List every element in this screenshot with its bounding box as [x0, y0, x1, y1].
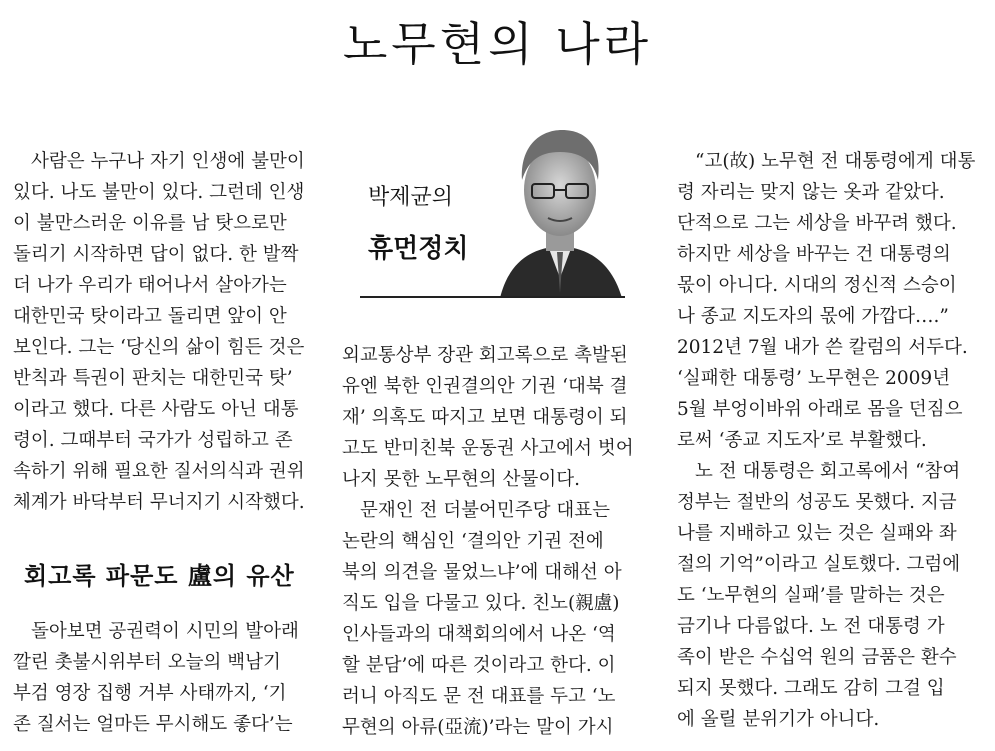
text-line: 북의 의견을 물었느냐’에 대해선 아 [342, 562, 622, 583]
column-name: 휴먼정치 [368, 234, 469, 264]
text-line: 5월 부엉이바위 아래로 몸을 던짐으 [677, 399, 963, 420]
text-line: 2012년 7월 내가 쓴 칼럼의 서두다. [677, 337, 968, 358]
text-line: 무현의 아류(亞流)’라는 말이 가시 [342, 717, 614, 738]
text-line: 령 자리는 맞지 않는 옷과 같았다. [677, 182, 945, 203]
text-line: 유엔 북한 인권결의안 기권 ‘대북 결 [342, 376, 628, 397]
left-column-continued [13, 616, 321, 740]
text-line: 족이 받은 수십억 원의 금품은 환수 [677, 647, 957, 668]
text-line: 에 올릴 분위기가 아니다. [677, 709, 880, 730]
text-line: 더 나가 우리가 태어나서 살아가는 [13, 275, 287, 296]
text-line: 논란의 핵심인 ‘결의안 기권 전에 [342, 531, 604, 552]
subhead: 회고록 파문도 盧의 유산 [24, 562, 295, 590]
text-line: 나를 지배하고 있는 것은 실패와 좌 [677, 523, 957, 544]
text-line: 돌리기 시작하면 답이 없다. 한 발짝 [13, 244, 299, 265]
text-line: 속하기 위해 필요한 질서의식과 권위 [13, 461, 305, 482]
text-line: 외교통상부 장관 회고록으로 촉발된 [342, 345, 628, 366]
middle-column [342, 340, 652, 743]
text-line: 돌아보면 공권력이 시민의 발아래 [31, 621, 299, 642]
text-line: 정부는 절반의 성공도 못했다. 지금 [677, 492, 957, 513]
text-line: 금기나 다름없다. 노 전 대통령 가 [677, 616, 945, 637]
text-line: 문재인 전 더불어민주당 대표는 [360, 500, 610, 521]
text-line: 있다. 나도 불만이 있다. 그런데 인생 [13, 182, 305, 203]
byline-box [340, 118, 630, 318]
text-line: 존 질서는 얼마든 무시해도 좋다’는 [13, 714, 293, 735]
text-line: 부검 영장 집행 거부 사태까지, ‘기 [13, 683, 287, 704]
text-line: 하지만 세상을 바꾸는 건 대통령의 [677, 244, 951, 265]
author-name: 박제균의 [368, 185, 454, 210]
text-line: “고(故) 노무현 전 대통령에게 대통 [695, 151, 976, 172]
headline: 노무현의 나라 [342, 17, 653, 71]
text-line: 되지 못했다. 그래도 감히 그걸 입 [677, 678, 945, 699]
text-line: 노 전 대통령은 회고록에서 “참여 [695, 461, 961, 482]
text-line: 나지 못한 노무현의 산물이다. [342, 469, 580, 490]
text-line: 반칙과 특권이 판치는 대한민국 탓’ [13, 368, 293, 389]
left-column [13, 146, 321, 518]
text-line: 할 분담’에 따른 것이라고 한다. 이 [342, 655, 616, 676]
text-line: 단적으로 그는 세상을 바꾸려 했다. [677, 213, 957, 234]
text-line: 몫이 아니다. 시대의 정신적 스승이 [677, 275, 957, 296]
text-line: 깔린 촛불시위부터 오늘의 백남기 [13, 652, 281, 673]
text-line: 대한민국 탓이라고 돌리면 앞이 안 [13, 306, 287, 327]
author-portrait [490, 118, 630, 298]
text-line: 도 ‘노무현의 실패’를 말하는 것은 [677, 585, 945, 606]
text-line: 체계가 바닥부터 무너지기 시작했다. [13, 492, 305, 513]
byline-rule [360, 296, 625, 298]
text-line: 로써 ‘종교 지도자’로 부활했다. [677, 430, 927, 451]
text-line: 고도 반미친북 운동권 사고에서 벗어 [342, 438, 634, 459]
text-line: 이라고 했다. 다른 사람도 아닌 대통 [13, 399, 299, 420]
text-line: 절의 기억”이라고 실토했다. 그럼에 [677, 554, 961, 575]
text-line: 보인다. 그는 ‘당신의 삶이 힘든 것은 [13, 337, 305, 358]
text-line: 이 불만스러운 이유를 남 탓으로만 [13, 213, 287, 234]
text-line: 러니 아직도 문 전 대표를 두고 ‘노 [342, 686, 616, 707]
right-column [677, 146, 985, 735]
text-line: 사람은 누구나 자기 인생에 불만이 [31, 151, 305, 172]
text-line: 직도 입을 다물고 있다. 친노(親盧) [342, 593, 620, 614]
text-line: 나 종교 지도자의 몫에 가깝다….” [677, 306, 949, 327]
text-line: ‘실패한 대통령’ 노무현은 2009년 [677, 368, 951, 389]
text-line: 재’ 의혹도 따지고 보면 대통령이 되 [342, 407, 628, 428]
text-line: 인사들과의 대책회의에서 나온 ‘역 [342, 624, 616, 645]
text-line: 령이. 그때부터 국가가 성립하고 존 [13, 430, 293, 451]
